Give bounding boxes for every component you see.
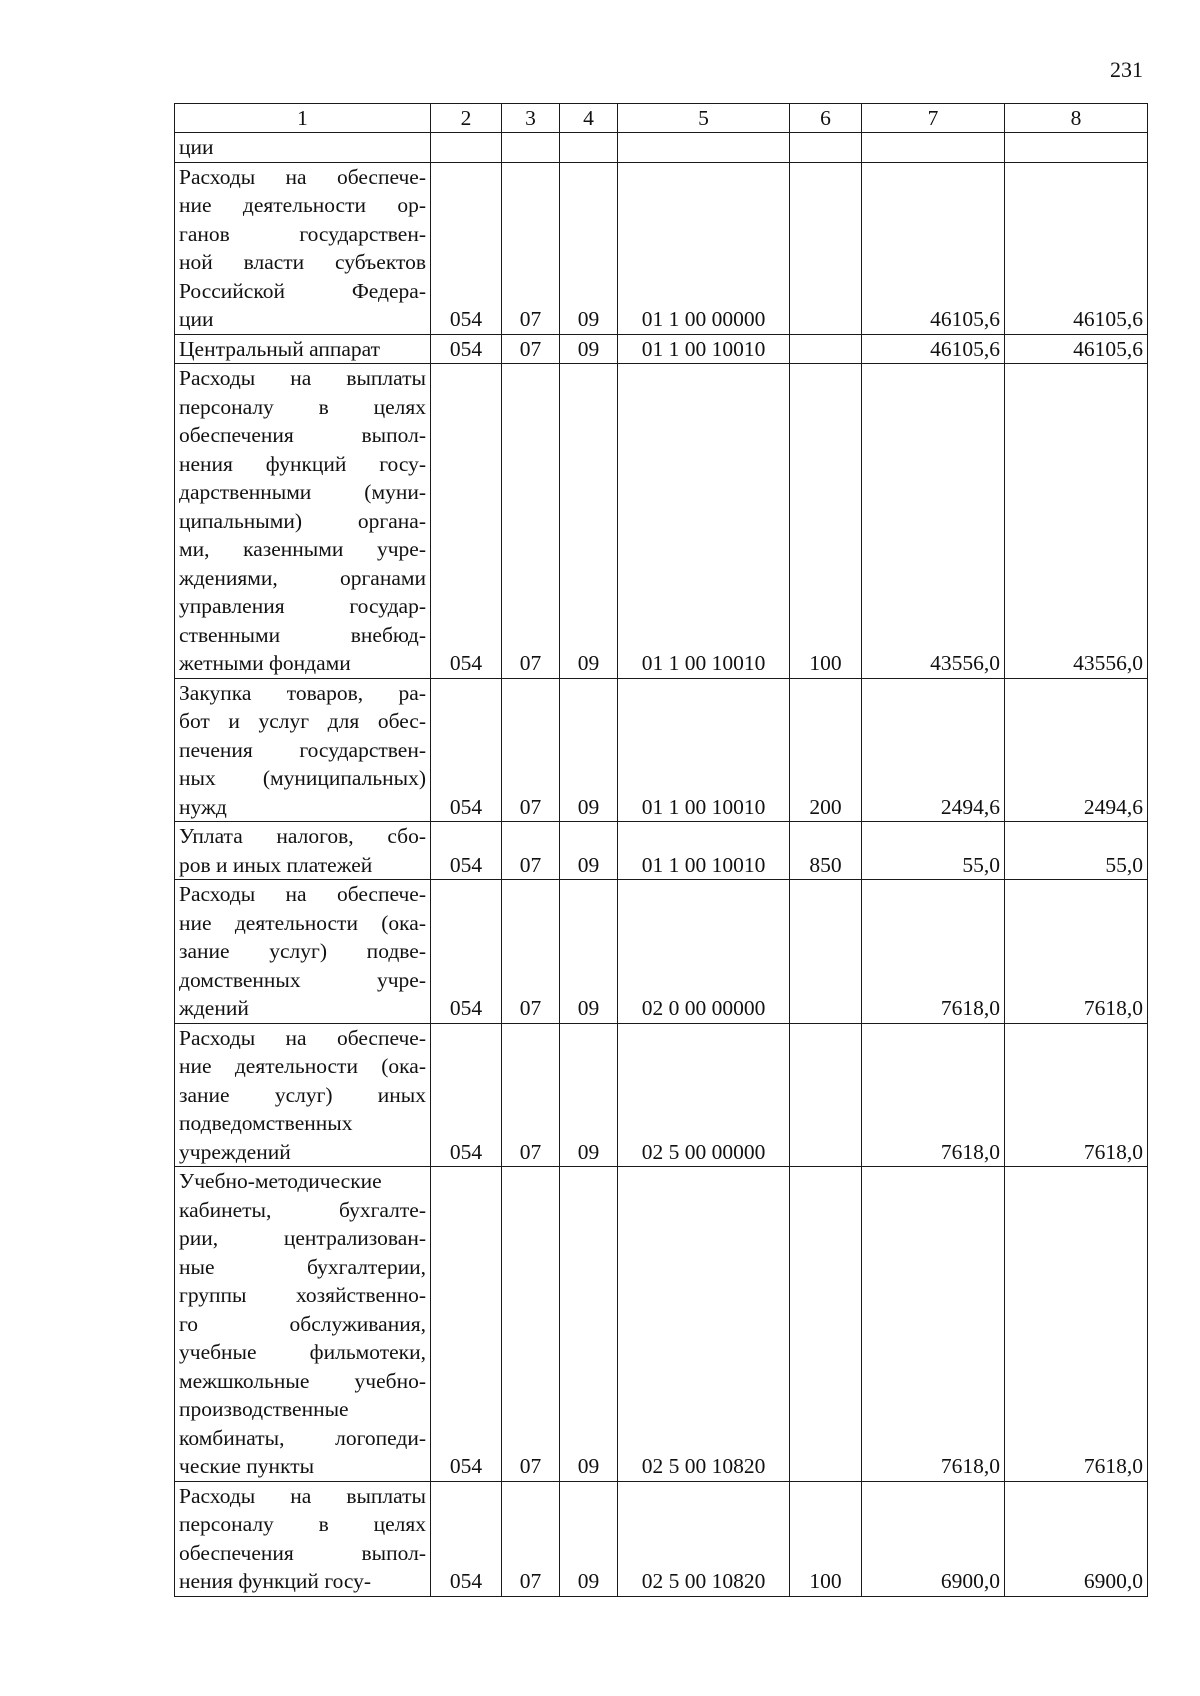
expense-description [175,133,431,163]
column-header: 4 [560,104,618,133]
description-line: зание услуг) подве- [179,939,426,963]
description-line: го обслуживания, [179,1311,426,1336]
description-line: ципальными) органа- [179,508,426,533]
section-code-cell: 07 [502,1023,560,1167]
description-line: Российской Федера- [179,278,426,303]
description-line: нужд [179,794,227,819]
section-code-cell: 07 [502,1167,560,1482]
description-line: Расходы на выплаты [179,1483,426,1508]
description-line: учебные фильмотеки, [179,1340,426,1364]
description-line: ров и иных платежей [179,852,373,877]
section-code-cell: 07 [502,162,560,334]
description-line: кабинеты, бухгалте- [179,1197,426,1222]
table-row [175,334,1148,364]
expense-type-cell [790,1167,862,1482]
ministry-code-cell: 054 [431,822,502,880]
column-header: 3 [502,104,560,133]
description-line: Расходы на обеспече- [179,1025,426,1050]
subsection-code-cell: 09 [560,1481,618,1596]
ministry-code-cell: 054 [431,678,502,822]
amount-cell: 55,0 [862,822,1005,880]
expense-description [175,364,431,679]
description-line: комбинаты, логопеди- [179,1425,426,1450]
description-line: рии, централизован- [179,1226,426,1250]
target-article-cell: 02 5 00 00000 [618,1023,790,1167]
expense-description [175,880,431,1024]
expense-type-cell [790,133,862,163]
expense-description [175,334,431,364]
table-row [175,162,1148,334]
amount-cell: 6900,0 [862,1481,1005,1596]
description-line: ческие пункты [179,1454,315,1478]
description-line: жетными фондами [179,651,351,675]
expense-type-cell: 100 [790,1481,862,1596]
ministry-code-cell: 054 [431,334,502,364]
description-line: ждениями, органами [179,565,426,590]
description-line: ной власти субъектов [179,250,426,274]
amount-cell: 2494,6 [862,678,1005,822]
description-line: группы хозяйственно- [179,1283,426,1307]
table-row [175,1481,1148,1596]
expense-description [175,1023,431,1167]
subsection-code-cell: 09 [560,334,618,364]
description-line: ние деятельности (ока- [179,910,426,935]
target-article-cell: 01 1 00 10010 [618,364,790,679]
table-row [175,822,1148,880]
ministry-code-cell: 054 [431,364,502,679]
description-line: нения функций госу- [179,1569,372,1593]
description-line: Закупка товаров, ра- [179,680,426,705]
amount-cell: 6900,0 [1005,1481,1148,1596]
subsection-code-cell: 09 [560,162,618,334]
expense-type-cell [790,1023,862,1167]
description-line: ми, казенными учре- [179,537,426,561]
description-line: ганов государствен- [179,221,426,246]
section-code-cell [502,133,560,163]
column-header: 8 [1005,104,1148,133]
ministry-code-cell: 054 [431,1481,502,1596]
description-line: обеспечения выпол- [179,1540,426,1565]
description-line: нения функций госу- [179,451,426,476]
amount-cell: 46105,6 [1005,334,1148,364]
section-code-cell: 07 [502,880,560,1024]
amount-cell: 2494,6 [1005,678,1148,822]
table-row [175,1167,1148,1482]
amount-cell [862,133,1005,163]
description-line: ждений [179,996,249,1020]
expense-type-cell [790,880,862,1024]
section-code-cell: 07 [502,364,560,679]
column-header: 1 [175,104,431,133]
description-line: персоналу в целях [179,394,426,419]
description-line: бот и услуг для обес- [179,709,426,733]
target-article-cell: 02 5 00 10820 [618,1481,790,1596]
description-line: обеспечения выпол- [179,423,426,447]
amount-cell: 43556,0 [1005,364,1148,679]
expense-type-cell [790,334,862,364]
description-line: ции [179,307,214,331]
description-line: ние деятельности (ока- [179,1054,426,1078]
description-line: Учебно-методические [179,1169,382,1193]
target-article-cell: 02 0 00 00000 [618,880,790,1024]
description-line: учреждений [179,1139,291,1164]
description-line: домственных учре- [179,967,426,992]
budget-table [174,103,1148,1597]
expense-type-cell: 850 [790,822,862,880]
description-line: ции [179,135,214,159]
amount-cell: 43556,0 [862,364,1005,679]
expense-type-cell: 100 [790,364,862,679]
page-number: 231 [1110,57,1143,82]
target-article-cell: 01 1 00 10010 [618,678,790,822]
target-article-cell [618,133,790,163]
description-line: управления государ- [179,594,426,618]
ministry-code-cell: 054 [431,162,502,334]
table-body [175,133,1148,1597]
amount-cell: 7618,0 [1005,1023,1148,1167]
amount-cell: 7618,0 [862,1023,1005,1167]
description-line: Центральный аппарат [179,336,381,361]
column-header: 2 [431,104,502,133]
table-row [175,133,1148,163]
expense-description [175,678,431,822]
description-line: зание услуг) иных [179,1082,426,1107]
description-line: Уплата налогов, сбо- [179,824,426,848]
amount-cell: 46105,6 [862,334,1005,364]
subsection-code-cell: 09 [560,364,618,679]
header-row [175,104,1148,133]
target-article-cell: 01 1 00 10010 [618,822,790,880]
column-header: 6 [790,104,862,133]
expense-description [175,1481,431,1596]
section-code-cell: 07 [502,1481,560,1596]
description-line: межшкольные учебно- [179,1368,426,1393]
subsection-code-cell: 09 [560,1167,618,1482]
section-code-cell: 07 [502,822,560,880]
description-line: дарственными (муни- [179,480,426,504]
column-header: 5 [618,104,790,133]
ministry-code-cell: 054 [431,880,502,1024]
table-row [175,1023,1148,1167]
ministry-code-cell [431,133,502,163]
subsection-code-cell [560,133,618,163]
amount-cell: 46105,6 [1005,162,1148,334]
subsection-code-cell: 09 [560,678,618,822]
description-line: Расходы на выплаты [179,366,426,390]
target-article-cell: 01 1 00 00000 [618,162,790,334]
ministry-code-cell: 054 [431,1023,502,1167]
ministry-code-cell: 054 [431,1167,502,1482]
description-line: персоналу в целях [179,1512,426,1536]
expense-type-cell: 200 [790,678,862,822]
description-line: производственные [179,1397,349,1421]
description-line: ные бухгалтерии, [179,1254,426,1279]
description-line: ние деятельности ор- [179,193,426,217]
table-row [175,678,1148,822]
description-line: ных (муниципальных) [179,766,426,790]
table-row [175,364,1148,679]
table-row [175,880,1148,1024]
subsection-code-cell: 09 [560,880,618,1024]
amount-cell: 7618,0 [862,880,1005,1024]
subsection-code-cell: 09 [560,822,618,880]
section-code-cell: 07 [502,678,560,822]
expense-description [175,822,431,880]
column-header: 7 [862,104,1005,133]
target-article-cell: 01 1 00 10010 [618,334,790,364]
amount-cell: 7618,0 [1005,1167,1148,1482]
expense-description [175,1167,431,1482]
description-line: подведомственных [179,1111,353,1135]
description-line: Расходы на обеспече- [179,164,426,189]
subsection-code-cell: 09 [560,1023,618,1167]
amount-cell: 7618,0 [1005,880,1148,1024]
description-line: ственными внебюд- [179,622,426,647]
section-code-cell: 07 [502,334,560,364]
description-line: печения государствен- [179,737,426,762]
amount-cell: 46105,6 [862,162,1005,334]
amount-cell: 7618,0 [862,1167,1005,1482]
expense-type-cell [790,162,862,334]
expense-description [175,162,431,334]
target-article-cell: 02 5 00 10820 [618,1167,790,1482]
amount-cell: 55,0 [1005,822,1148,880]
amount-cell [1005,133,1148,163]
description-line: Расходы на обеспече- [179,882,426,906]
